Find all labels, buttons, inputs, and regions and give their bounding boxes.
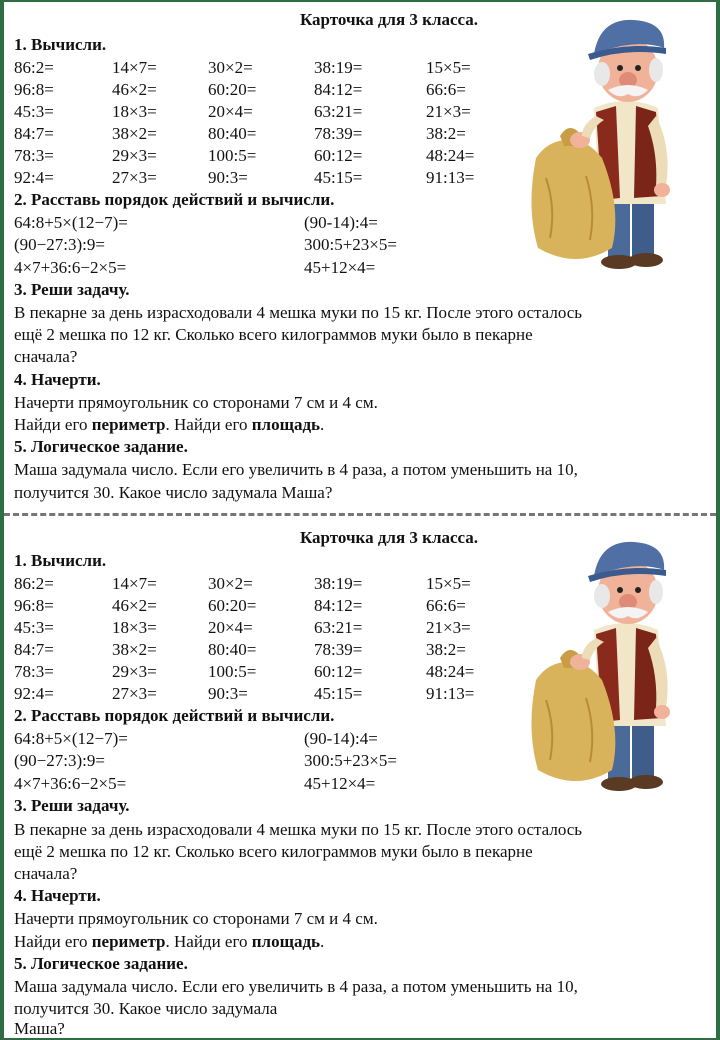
exercise-cell: 48:24= xyxy=(426,662,475,681)
task5-text-line: получится 30. Какое число задумала Маша? xyxy=(14,483,333,502)
exercise-cell: 80:40= xyxy=(208,124,257,143)
card-title: Карточка для 3 класса. xyxy=(299,10,479,29)
task4-text-line: Найди его периметр. Найди его площадь. xyxy=(14,415,325,434)
exercise-cell: 29×3= xyxy=(112,662,157,681)
exercise-cell: 78:3= xyxy=(14,662,54,681)
task1-heading: 1. Вычисли. xyxy=(14,551,107,570)
exercise-cell: 66:6= xyxy=(426,596,466,615)
exercise-cell: 84:7= xyxy=(14,124,54,143)
exercise-cell: 63:21= xyxy=(314,618,363,637)
exercise-cell: 66:6= xyxy=(426,80,466,99)
exercise-cell: 78:39= xyxy=(314,640,363,659)
keyword-perimeter: периметр xyxy=(91,932,166,951)
exercise-cell: 96:8= xyxy=(14,596,54,615)
exercise-cell: 80:40= xyxy=(208,640,257,659)
expression-right: 45+12×4= xyxy=(304,774,376,793)
task5-heading: 5. Логическое задание. xyxy=(14,954,188,973)
expression-left: (90−27:3):9= xyxy=(14,235,105,254)
exercise-cell: 84:7= xyxy=(14,640,54,659)
task3-text-line: ещё 2 мешка по 12 кг. Сколько всего килограммов муки было в пекарне xyxy=(14,842,533,861)
expression-left: 64:8+5×(12−7)= xyxy=(14,729,128,748)
exercise-cell: 20×4= xyxy=(208,102,253,121)
exercise-cell: 84:12= xyxy=(314,80,363,99)
exercise-cell: 38×2= xyxy=(112,124,157,143)
exercise-cell: 45:3= xyxy=(14,618,54,637)
exercise-cell: 38:19= xyxy=(314,58,363,77)
exercise-cell: 14×7= xyxy=(112,574,157,593)
expression-left: (90−27:3):9= xyxy=(14,751,105,770)
exercise-cell: 78:3= xyxy=(14,146,54,165)
exercise-cell: 60:20= xyxy=(208,596,257,615)
exercise-cell: 15×5= xyxy=(426,58,471,77)
task3-text-line: ещё 2 мешка по 12 кг. Сколько всего килограммов муки было в пекарне xyxy=(14,325,533,344)
exercise-cell: 21×3= xyxy=(426,618,471,637)
exercise-cell: 60:20= xyxy=(208,80,257,99)
task5-text-line: получится 30. Какое число задумала xyxy=(14,999,278,1018)
task3-heading: 3. Реши задачу. xyxy=(14,796,130,815)
exercise-cell: 90:3= xyxy=(208,684,248,703)
exercise-cell: 29×3= xyxy=(112,146,157,165)
task1-heading: 1. Вычисли. xyxy=(14,35,107,54)
worksheet-card xyxy=(4,2,716,514)
task4-text-line: Начерти прямоугольник со сторонами 7 см и 4 см. xyxy=(14,909,378,928)
expression-left: 4×7+36:6−2×5= xyxy=(14,258,127,277)
exercise-cell: 100:5= xyxy=(208,146,257,165)
exercise-cell: 18×3= xyxy=(112,102,157,121)
exercise-cell: 86:2= xyxy=(14,58,54,77)
task5-text-line: Маша задумала число. Если его увеличить в 4 раза, а потом уменьшить на 10, xyxy=(14,977,578,996)
expression-right: (90-14):4= xyxy=(304,729,378,748)
task2-heading: 2. Расставь порядок действий и вычисли. xyxy=(14,190,335,209)
exercise-cell: 96:8= xyxy=(14,80,54,99)
exercise-cell: 38:2= xyxy=(426,640,466,659)
exercise-cell: 84:12= xyxy=(314,596,363,615)
expression-right: (90-14):4= xyxy=(304,213,378,232)
exercise-cell: 38×2= xyxy=(112,640,157,659)
card-title: Карточка для 3 класса. xyxy=(299,528,479,547)
worksheet-card xyxy=(4,520,716,1040)
task5-heading: 5. Логическое задание. xyxy=(14,437,188,456)
cut-line-divider xyxy=(4,513,716,516)
old-baker-illustration xyxy=(516,530,676,798)
exercise-cell: 91:13= xyxy=(426,684,475,703)
exercise-cell: 48:24= xyxy=(426,146,475,165)
exercise-cell: 63:21= xyxy=(314,102,363,121)
keyword-area: площадь xyxy=(251,415,321,434)
exercise-cell: 90:3= xyxy=(208,168,248,187)
exercise-cell: 27×3= xyxy=(112,168,157,187)
exercise-cell: 30×2= xyxy=(208,58,253,77)
exercise-cell: 21×3= xyxy=(426,102,471,121)
old-baker-illustration xyxy=(516,8,676,276)
task2-heading: 2. Расставь порядок действий и вычисли. xyxy=(14,706,335,725)
task5-text-line: Маша задумала число. Если его увеличить в 4 раза, а потом уменьшить на 10, xyxy=(14,460,578,479)
task4-heading: 4. Начерти. xyxy=(14,370,101,389)
exercise-cell: 30×2= xyxy=(208,574,253,593)
exercise-cell: 38:2= xyxy=(426,124,466,143)
task3-heading: 3. Реши задачу. xyxy=(14,280,130,299)
keyword-perimeter: периметр xyxy=(91,415,166,434)
exercise-cell: 45:15= xyxy=(314,168,363,187)
exercise-cell: 20×4= xyxy=(208,618,253,637)
expression-left: 64:8+5×(12−7)= xyxy=(14,213,128,232)
exercise-cell: 86:2= xyxy=(14,574,54,593)
exercise-cell: 60:12= xyxy=(314,662,363,681)
expression-right: 300:5+23×5= xyxy=(304,235,397,254)
exercise-cell: 45:15= xyxy=(314,684,363,703)
expression-right: 300:5+23×5= xyxy=(304,751,397,770)
exercise-cell: 100:5= xyxy=(208,662,257,681)
exercise-cell: 27×3= xyxy=(112,684,157,703)
exercise-cell: 91:13= xyxy=(426,168,475,187)
exercise-cell: 45:3= xyxy=(14,102,54,121)
task3-text-line: В пекарне за день израсходовали 4 мешка муки по 15 кг. После этого осталось xyxy=(14,303,583,322)
task3-text-line: сначала? xyxy=(14,347,78,366)
exercise-cell: 92:4= xyxy=(14,168,54,187)
task3-text-line: сначала? xyxy=(14,864,78,883)
task4-text-line: Найди его периметр. Найди его площадь. xyxy=(14,932,325,951)
exercise-cell: 46×2= xyxy=(112,80,157,99)
keyword-area: площадь xyxy=(251,932,321,951)
expression-right: 45+12×4= xyxy=(304,258,376,277)
exercise-cell: 92:4= xyxy=(14,684,54,703)
exercise-cell: 78:39= xyxy=(314,124,363,143)
exercise-cell: 60:12= xyxy=(314,146,363,165)
exercise-cell: 14×7= xyxy=(112,58,157,77)
task3-text-line: В пекарне за день израсходовали 4 мешка муки по 15 кг. После этого осталось xyxy=(14,820,583,839)
task5-text-line: Маша? xyxy=(14,1019,65,1038)
exercise-cell: 38:19= xyxy=(314,574,363,593)
task4-heading: 4. Начерти. xyxy=(14,886,101,905)
exercise-cell: 15×5= xyxy=(426,574,471,593)
exercise-cell: 18×3= xyxy=(112,618,157,637)
expression-left: 4×7+36:6−2×5= xyxy=(14,774,127,793)
exercise-cell: 46×2= xyxy=(112,596,157,615)
task4-text-line: Начерти прямоугольник со сторонами 7 см и 4 см. xyxy=(14,393,378,412)
